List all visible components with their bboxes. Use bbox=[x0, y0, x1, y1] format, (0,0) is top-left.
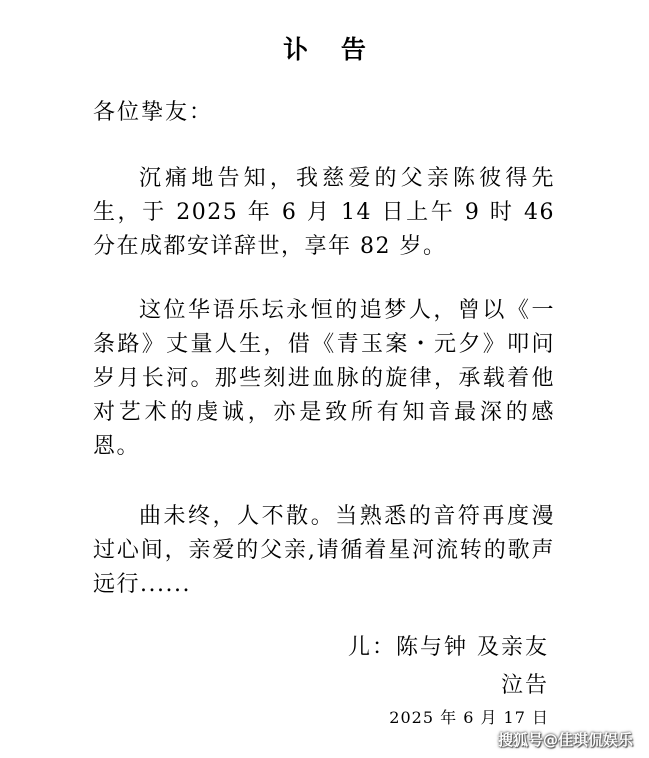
document-date: 2025 年 6 月 17 日 bbox=[389, 708, 549, 727]
paragraph-farewell: 曲未终，人不散。当熟悉的音符再度漫过心间，亲爱的父亲,请循着星河流转的歌声远行...... bbox=[93, 504, 555, 597]
paragraph-tribute: 这位华语乐坛永恒的追梦人，曾以《一条路》丈量人生，借《青玉案・元夕》叩问岁月长河。那些刻进血脉的旋律，承载着他对艺术的虔诚，亦是致所有知音最深的感恩。 bbox=[93, 298, 555, 459]
signature-announce: 泣告 bbox=[500, 673, 549, 698]
source-watermark: 搜狐号@佳琪侃娱乐 bbox=[497, 731, 633, 749]
signature-family: 儿：陈与钟 及亲友 bbox=[348, 635, 549, 660]
paragraph-announcement: 沉痛地告知，我慈爱的父亲陈彼得先生，于 2025 年 6 月 14 日上午 9 时 46 分在成都安详辞世，享年 82 岁。 bbox=[93, 166, 555, 259]
document-title: 讣 告 bbox=[283, 35, 378, 64]
salutation: 各位挚友： bbox=[93, 100, 214, 125]
